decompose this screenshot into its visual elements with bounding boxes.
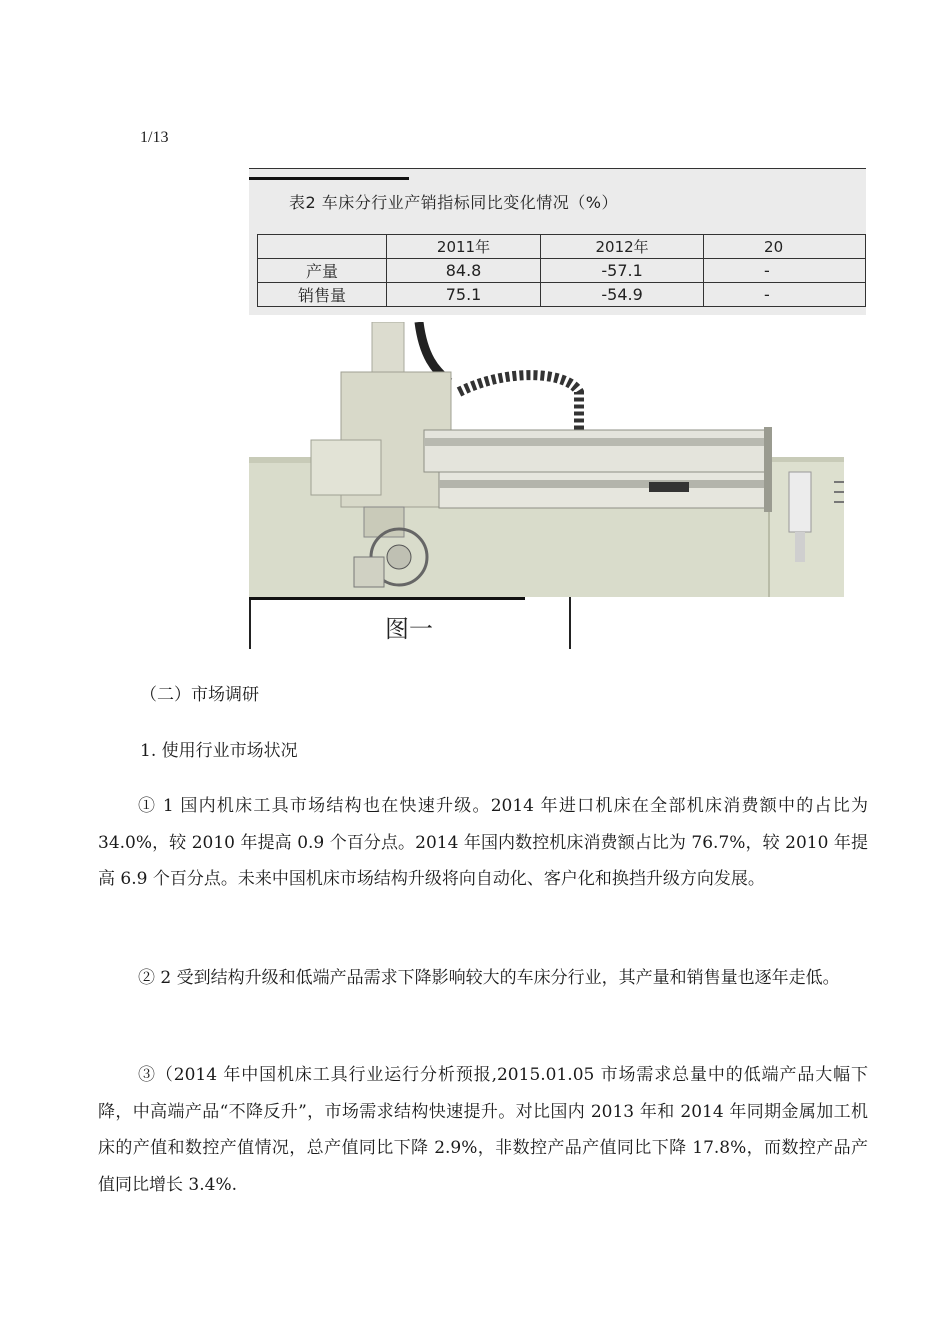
table-cell: -54.9 (541, 283, 704, 307)
table-caption: 表2 车床分行业产销指标同比变化情况（%） (289, 193, 618, 212)
thick-rule (249, 177, 409, 180)
machine-photo (249, 322, 844, 597)
figure-caption-box (249, 597, 571, 649)
header-cell (258, 235, 387, 259)
row-label: 产量 (258, 259, 387, 283)
table-header-row (258, 235, 866, 259)
paragraph-1: ① 1 国内机床工具市场结构也在快速升级。2014 年进口机床在全部机床消费额中的占比为 34.0%，较 2010 年提高 0.9 个百分点。2014 年国内数控机床消费额占比为 76.7%，较 2010 年提高 6.9 个百分点。未来中国机床市场结构升级将向自动化、客户化和换挡升级方向发展。 (98, 796, 868, 889)
section-heading: （二）市场调研 (140, 685, 259, 705)
cnc-gantry-illustration (249, 322, 844, 597)
table-cell: 75.1 (386, 283, 540, 307)
row-label: 销售量 (258, 283, 387, 307)
table-image (249, 168, 866, 315)
table-cell: - (704, 283, 866, 307)
subsection-heading: 1. 使用行业市场状况 (140, 741, 298, 761)
table-row (258, 259, 866, 283)
table-cell: 84.8 (386, 259, 540, 283)
top-rule (249, 168, 866, 169)
paragraph-3: ③（2014 年中国机床工具行业运行分析预报,2015.01.05 市场需求总量中的低端产品大幅下降，中高端产品“不降反升”，市场需求结构快速提升。对比国内 2013 年和 2014 年同期金属加工机床的产值和数控产值情况，总产值同比下降 2.9%，非数控产品产值同比下降 17.8%，而数控产品产值同比增长 3.4%. (98, 1065, 868, 1195)
header-cell: 20 (704, 235, 866, 259)
figure-rule (249, 597, 525, 600)
yoy-table (257, 234, 866, 307)
table-cell: - (704, 259, 866, 283)
table-cell: -57.1 (541, 259, 704, 283)
header-cell: 2011年 (386, 235, 540, 259)
table-row (258, 283, 866, 307)
page-number: 1/13 (140, 129, 169, 146)
header-cell: 2012年 (541, 235, 704, 259)
paragraph-2: ② 2 受到结构升级和低端产品需求下降影响较大的车床分行业，其产量和销售量也逐年走低。 (138, 968, 840, 988)
figure-label: 图一 (385, 615, 433, 643)
